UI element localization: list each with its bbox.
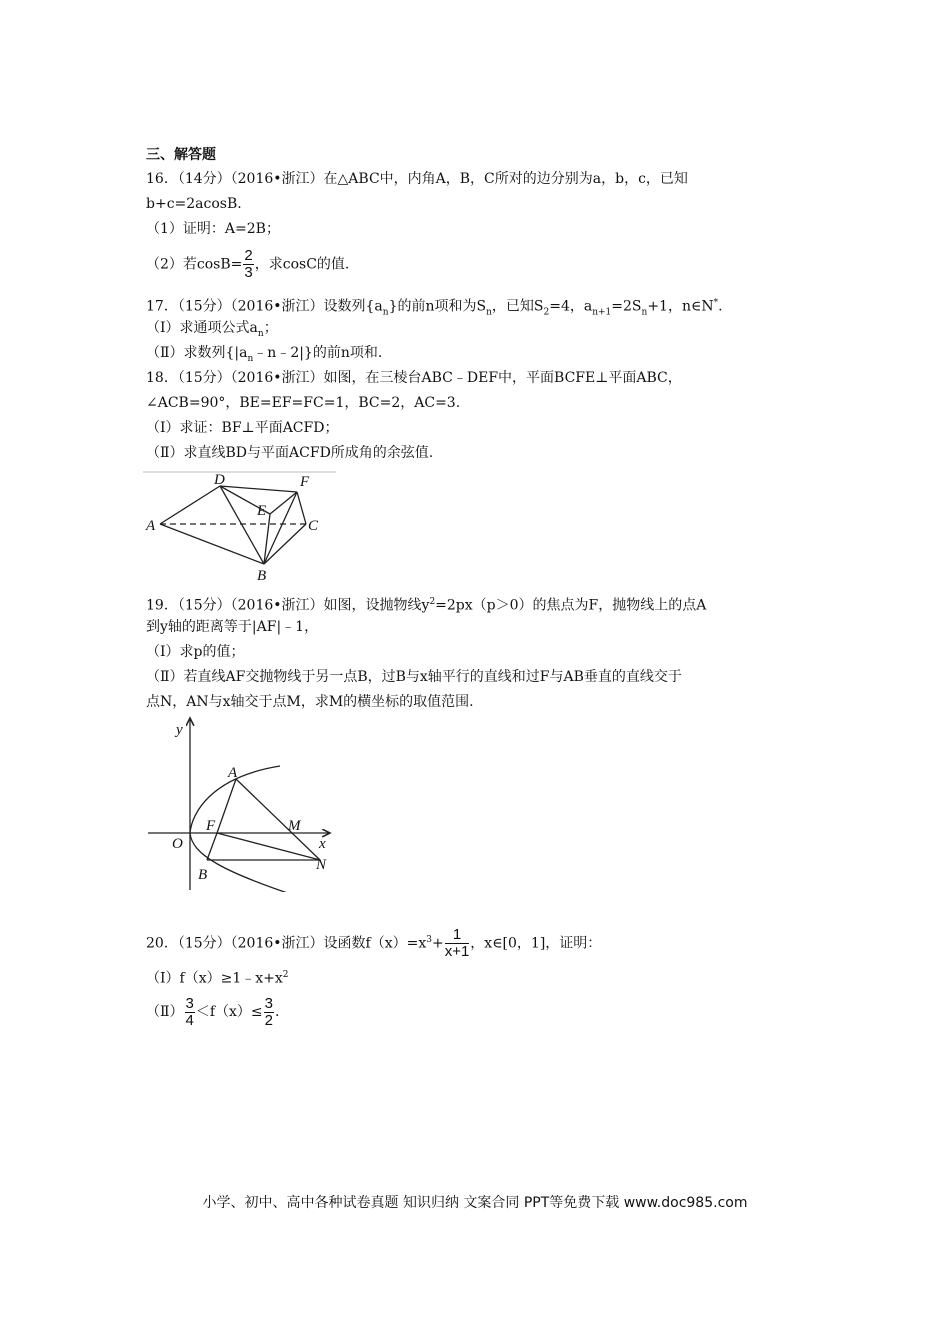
fraction-one-over-x-plus-one [445, 927, 470, 960]
text: （Ⅱ） [146, 1004, 184, 1020]
q20-part2 [146, 992, 279, 1032]
edge-AB [160, 524, 264, 564]
fraction-denominator: 3 [244, 264, 253, 281]
q17-part2 [146, 343, 382, 369]
text: . [718, 298, 723, 315]
label-N: N [316, 857, 327, 873]
q18-line1: 18．（15分）（2016•浙江）如图，在三棱台ABC﹣DEF中，平面BCFE⊥平面ABC， [146, 370, 682, 386]
superscript: * [713, 298, 719, 308]
subscript: n [247, 353, 254, 364]
q16-line2: b+c=2acosB. [146, 196, 242, 212]
label-A: A [146, 518, 156, 534]
label-F: F [300, 474, 310, 490]
fraction-numerator: 2 [244, 247, 253, 264]
edge-DF [220, 486, 297, 492]
label-D: D [214, 472, 225, 488]
section-title: 三、解答题 [146, 147, 216, 163]
text: +1，n∈N [647, 298, 714, 315]
edge-EF [270, 492, 297, 514]
fraction-denominator: 4 [185, 1011, 194, 1029]
fraction-denominator: x+1 [444, 943, 470, 961]
label-x: x [319, 836, 326, 852]
text: ﹣n﹣2|}的前n项和. [253, 345, 383, 361]
segment-FB [207, 833, 217, 860]
subscript: n [257, 328, 264, 339]
text: （Ⅰ）求通项公式a [146, 320, 258, 336]
q19-parabola-figure [140, 712, 340, 892]
text: . [275, 1004, 280, 1020]
text: 19．（15分）（2016•浙江）如图，设抛物线y [146, 597, 430, 614]
label-A: A [228, 765, 238, 781]
label-E: E [257, 503, 267, 519]
q18-part2: （Ⅱ）求直线BD与平面ACFD所成角的余弦值. [146, 445, 434, 461]
subscript: n [641, 307, 648, 318]
superscript: 2 [282, 970, 289, 980]
text: （Ⅱ）求数列{|a [146, 345, 248, 361]
superscript: 3 [426, 935, 432, 945]
label-O: O [172, 836, 183, 852]
edge-FC [297, 492, 306, 524]
subscript: n [486, 307, 492, 318]
text: 17．（15分）（2016•浙江）设数列{a [146, 298, 383, 315]
text: ，x∈[0，1]，证明： [470, 935, 602, 952]
q19-part2-line2: 点N，AN与x轴交于点M，求M的横坐标的取值范围. [146, 694, 474, 710]
q17-part1 [146, 318, 278, 344]
subscript: n+1 [592, 307, 612, 318]
superscript: 2 [429, 597, 436, 607]
text: ； [263, 320, 278, 336]
text: ，已知S [491, 298, 544, 315]
segment-AN [236, 779, 320, 860]
text: =2px（p＞0）的焦点为F，抛物线上的点A [435, 597, 707, 614]
q16-part2-post: ，求cosC的值. [254, 256, 350, 273]
edge-BC [264, 524, 306, 564]
q19-line2: 到y轴的距离等于|AF|﹣1， [146, 619, 319, 635]
fraction-numerator: 3 [264, 994, 274, 1012]
subscript: 2 [543, 307, 550, 318]
q20-part1 [146, 965, 289, 989]
fraction-three-halves [264, 996, 274, 1029]
q19-part2-line1: （Ⅱ）若直线AF交抛物线于另一点B，过B与x轴平行的直线和过F与AB垂直的直线交于 [146, 669, 682, 685]
label-M: M [288, 818, 301, 834]
edge-AD [160, 486, 220, 524]
label-F: F [206, 818, 216, 834]
q20-line1 [146, 920, 601, 964]
label-C: C [308, 518, 319, 534]
q19-line1 [146, 592, 706, 616]
q18-prism-figure [140, 466, 340, 586]
q16-line1: 16．（14分）（2016•浙江）在△ABC中，内角A，B，C所对的边分别为a，b，c，已知 [146, 171, 688, 187]
text: =4，a [549, 298, 593, 315]
subscript: n [382, 307, 389, 318]
fraction-numerator: 1 [445, 927, 470, 944]
q16-part2 [146, 248, 349, 281]
text: + [431, 935, 444, 952]
label-y: y [176, 722, 183, 738]
text: 20．（15分）（2016•浙江）设函数f（x）=x [146, 935, 427, 952]
q19-part1: （Ⅰ）求p的值； [146, 644, 245, 660]
q16-part1: （1）证明：A=2B； [146, 221, 280, 237]
fraction-two-thirds [243, 248, 253, 281]
fraction-denominator: 2 [264, 1011, 274, 1029]
q16-part2-pre: （2）若cosB= [146, 256, 243, 273]
fraction-numerator: 3 [185, 994, 194, 1012]
q18-part1: （Ⅰ）求证：BF⊥平面ACFD； [146, 420, 339, 436]
text: }的前n项和为S [388, 298, 487, 315]
text: （Ⅰ）f（x）≥1﹣x+x [146, 970, 283, 987]
label-B: B [198, 867, 208, 883]
fraction-three-quarters [185, 996, 195, 1029]
text: ＜f（x）≤ [195, 1004, 263, 1020]
segment-AF [217, 779, 236, 833]
q18-line2: ∠ACB=90°，BE=EF=FC=1，BC=2，AC=3. [146, 395, 461, 411]
page-footer: 小学、初中、高中各种试卷真题 知识归纳 文案合同 PPT等免费下载 www.doc985.com [202, 1195, 748, 1211]
label-B: B [257, 568, 267, 584]
text: =2S [611, 298, 642, 315]
segment-FN [217, 833, 320, 860]
